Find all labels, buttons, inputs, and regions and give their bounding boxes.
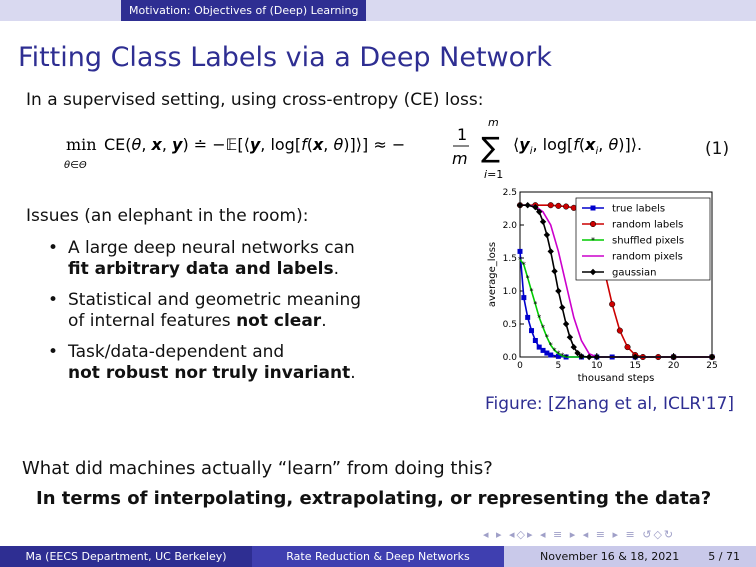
issues-list	[48, 238, 361, 394]
footer	[0, 546, 756, 567]
ce-loss-equation	[60, 118, 740, 188]
legend-entry: shuffled pixels	[612, 235, 685, 247]
x-tick-label: 20	[667, 361, 680, 371]
top-navigation-bar	[0, 0, 756, 21]
citation-link[interactable]: [Zhang et al, ICLR'17]	[548, 394, 735, 414]
series-point-2: *	[564, 353, 569, 362]
svg-text:θ∈Θ: θ∈Θ	[64, 160, 87, 171]
legend-entry: true labels	[612, 203, 666, 215]
footer-date: November 16 & 18, 2021	[540, 550, 680, 563]
series-point-2: *	[556, 349, 561, 359]
x-tick-label: 0	[517, 361, 523, 371]
series-point-2: *	[529, 287, 534, 296]
svg-text:∑: ∑	[481, 131, 500, 164]
page-number: 5 / 71	[708, 550, 740, 563]
legend-entry: gaussian	[612, 267, 657, 279]
series-point-1	[548, 202, 554, 208]
series-point-0	[525, 315, 530, 320]
series-point-2: *	[552, 346, 557, 356]
series-point-0	[518, 249, 523, 254]
section-title[interactable]: Motivation: Objectives of (Deep) Learning	[121, 0, 366, 21]
legend-marker	[590, 221, 596, 227]
y-tick-label: 2.0	[502, 221, 517, 231]
footer-talk-title: Rate Reduction & Deep Networks	[252, 546, 504, 567]
list-item: • Statistical and geometric meaning of internal features not clear.	[48, 290, 362, 331]
equation-number: (1)	[705, 139, 730, 159]
svg-text:min: min	[66, 135, 97, 154]
series-point-0	[533, 338, 538, 343]
series-point-1	[563, 204, 569, 210]
svg-text:m: m	[452, 149, 468, 168]
svg-text:1: 1	[457, 125, 468, 144]
series-point-1	[556, 203, 562, 209]
series-point-2: *	[548, 341, 553, 351]
slide-title: Fitting Class Labels via a Deep Network	[18, 42, 552, 73]
series-point-2: *	[518, 255, 522, 265]
series-point-2: *	[533, 300, 538, 310]
figure-caption: Figure: [Zhang et al, ICLR'17]	[485, 394, 735, 414]
series-point-1	[617, 328, 623, 334]
series-point-2: *	[544, 333, 549, 343]
y-tick-label: 1.5	[502, 254, 517, 264]
bullet-icon: •	[48, 342, 59, 362]
y-tick-label: 1.0	[502, 287, 517, 297]
legend-entry: random labels	[612, 219, 684, 231]
series-point-2: *	[521, 260, 526, 270]
intro-text: In a supervised setting, using cross-entropy (CE) loss:	[26, 90, 484, 110]
svg-text:⟨yi, log[f(xi, θ)]⟩.: $⟨y_i$, $\log[f(x_i$, θ)]⟩.	[513, 135, 643, 157]
y-axis-label: average_loss	[487, 241, 498, 308]
y-tick-label: 0.5	[502, 320, 517, 330]
y-tick-label: 0.0	[502, 353, 517, 363]
list-item: • Task/data-dependent and not robust nor truly invariant.	[48, 342, 356, 383]
series-point-0	[529, 328, 534, 333]
legend-marker	[591, 206, 596, 211]
issues-heading: Issues (an elephant in the room):	[26, 206, 309, 226]
beamer-navigation-icons[interactable]: ◂ ▸ ◂◇▸ ◂ ≡ ▸ ◂ ≡ ▸ ≡ ↺◇↻	[483, 528, 676, 541]
x-axis-label: thousand steps	[577, 373, 655, 384]
series-point-0	[521, 295, 526, 300]
svg-text:m: m	[488, 118, 499, 129]
question-text: What did machines actually “learn” from doing this?	[22, 458, 493, 479]
series-point-2: *	[537, 313, 542, 323]
series-point-2: *	[560, 351, 565, 361]
bullet-icon: •	[48, 238, 59, 258]
footer-date-page	[504, 546, 756, 567]
x-tick-label: 15	[629, 361, 641, 371]
svg-text:i=1: i=1	[484, 168, 504, 181]
legend-entry: random pixels	[612, 251, 683, 263]
svg-text:CE(θ, x, y) ≐ −𝔼[⟨y, log[f(x,: CE(θ, x, y) ≐ −𝔼[⟨y, log[f(x, θ)]⟩] ≈ −	[104, 135, 406, 154]
series-point-2: *	[525, 273, 530, 283]
list-item: • A large deep neural networks can fit arbitrary data and labels.	[48, 238, 355, 279]
y-tick-label: 2.5	[502, 188, 517, 198]
series-point-1	[625, 344, 631, 350]
series-point-1	[609, 301, 615, 307]
x-tick-label: 10	[591, 361, 603, 371]
series-point-2: *	[541, 323, 546, 333]
x-tick-label: 5	[555, 361, 562, 371]
question-bold-text: In terms of interpolating, extrapolating, or representing the data?	[36, 488, 712, 509]
x-tick-label: 25	[706, 361, 718, 371]
legend-marker: *	[591, 236, 595, 245]
bullet-icon: •	[48, 290, 59, 310]
footer-author: Ma (EECS Department, UC Berkeley)	[0, 546, 252, 567]
loss-chart	[476, 182, 746, 390]
